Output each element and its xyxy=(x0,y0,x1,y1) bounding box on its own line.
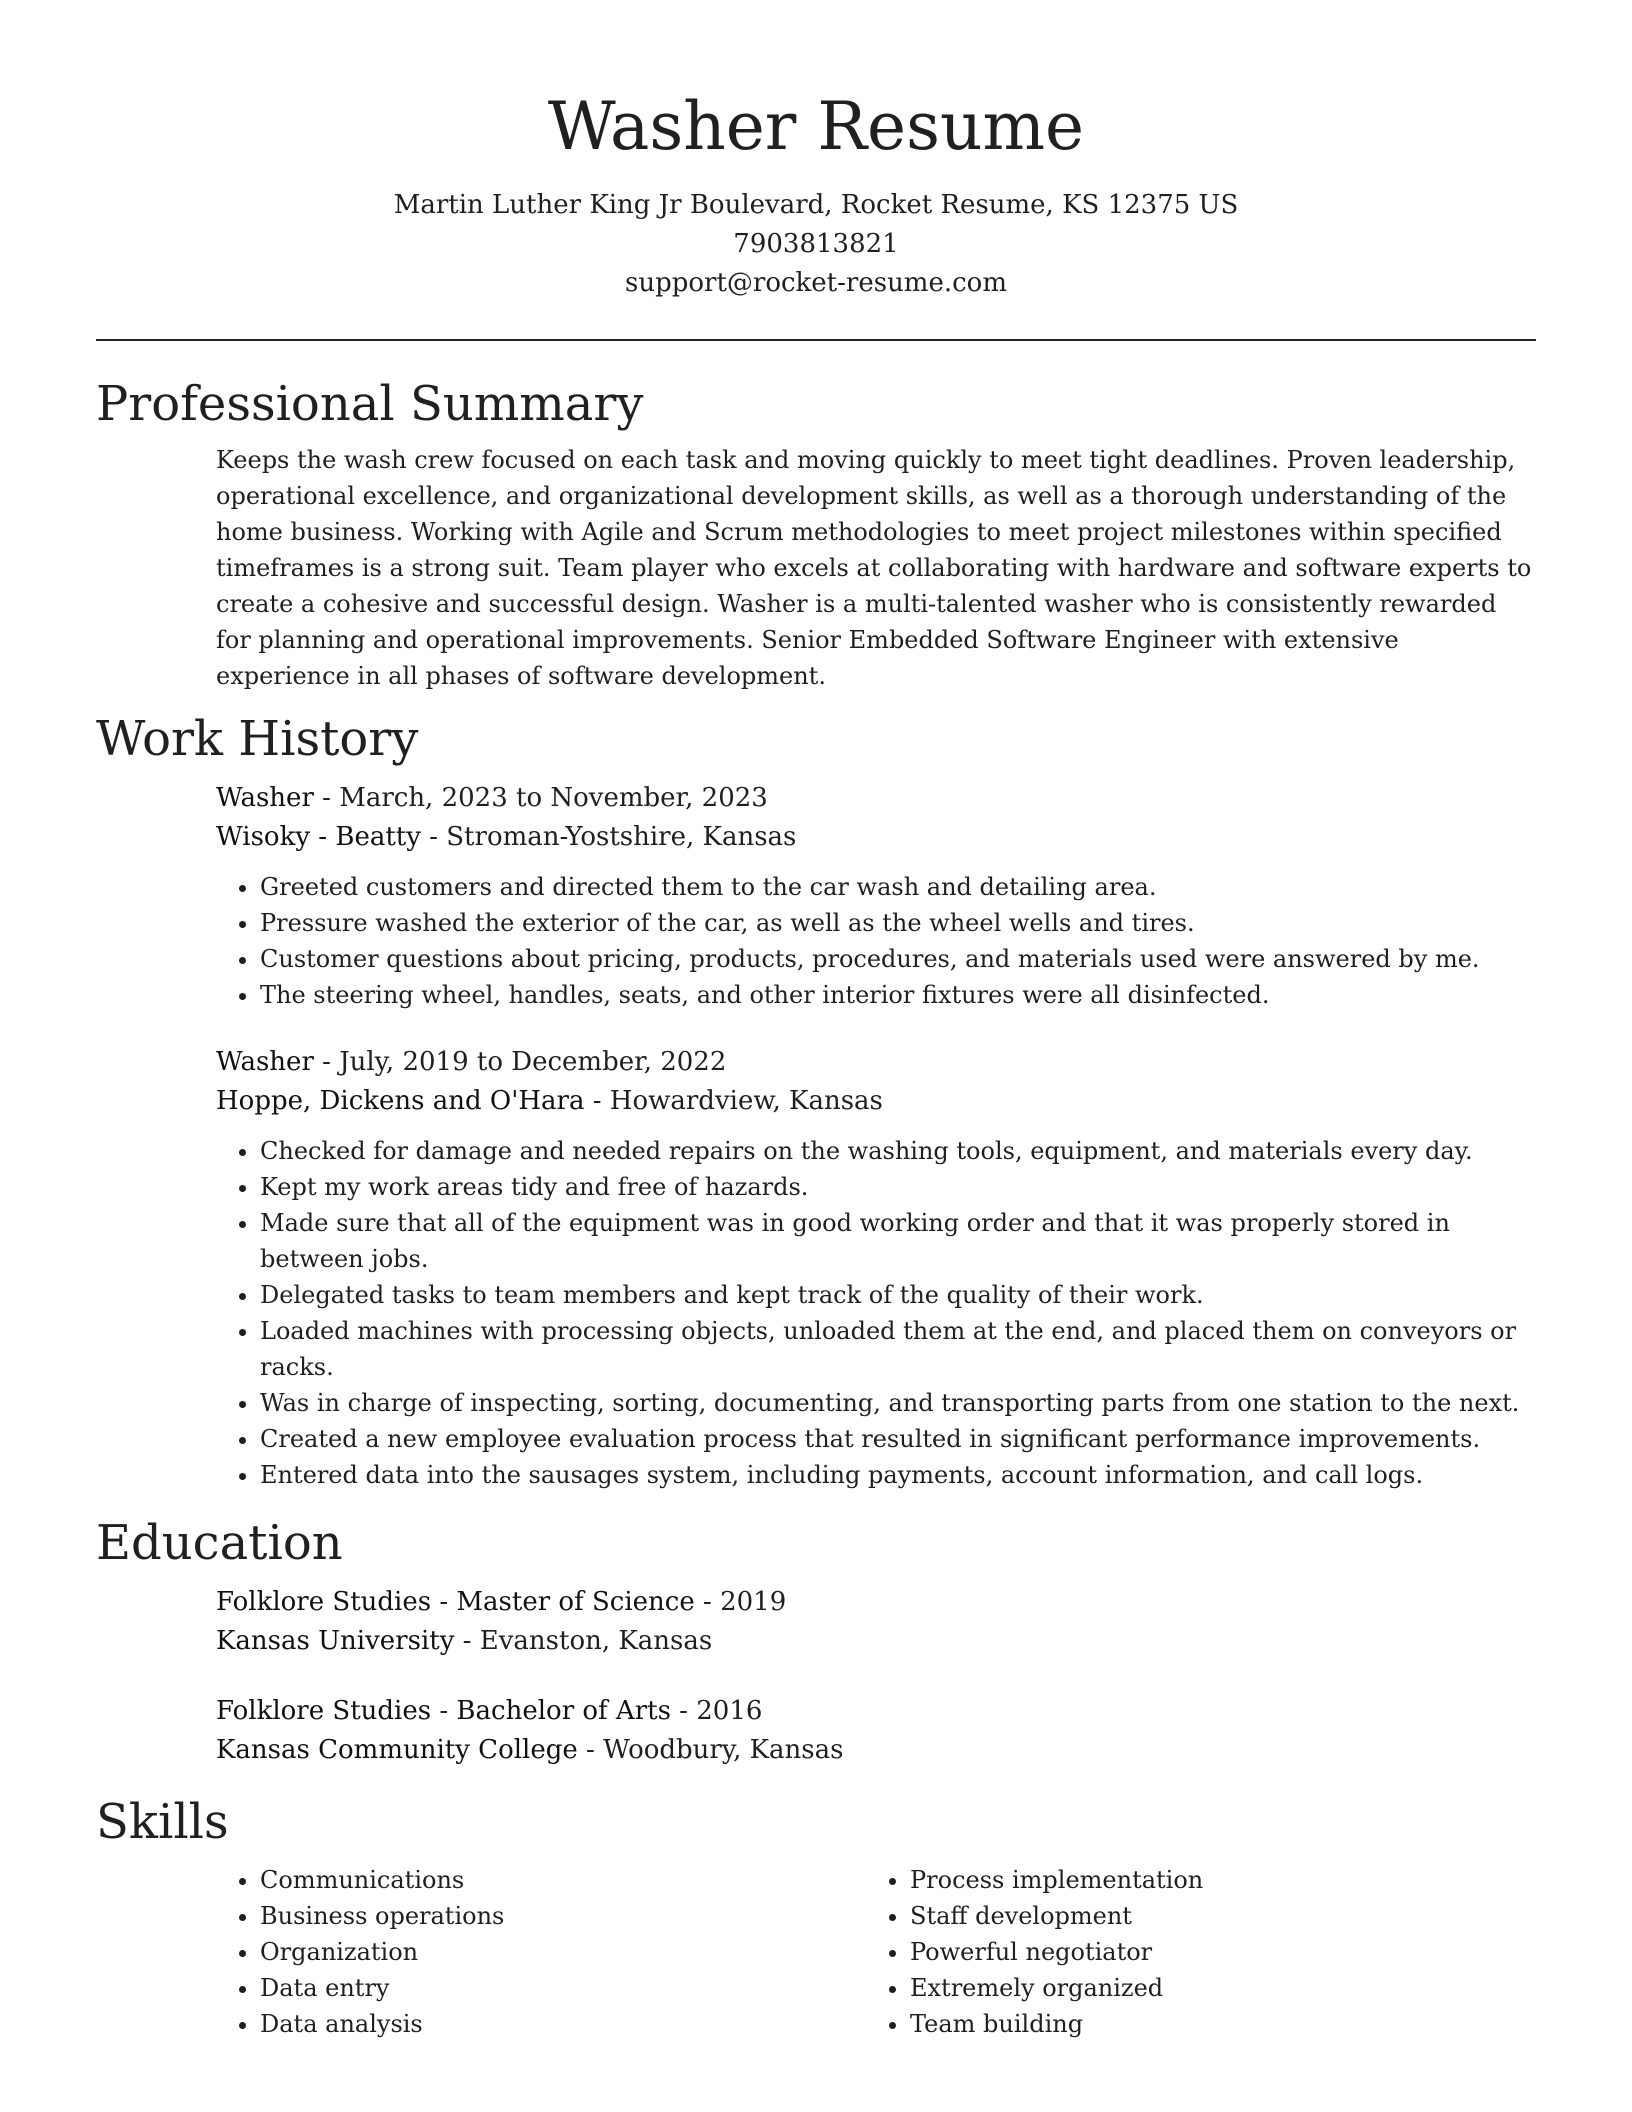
degree-line xyxy=(216,1692,1536,1731)
skills-columns xyxy=(216,1852,1536,2042)
skills-section xyxy=(96,1792,1536,2042)
job-company-line xyxy=(216,818,1536,857)
skills-heading: Skills xyxy=(96,1794,229,1850)
resume-page xyxy=(96,0,1536,2042)
resume-title: Washer Resume xyxy=(547,88,1085,165)
job-duties-list xyxy=(216,869,1536,1013)
degree-name: Master of Science xyxy=(456,1587,695,1617)
list-item: • Customer questions about pricing, products, procedures, and materials used were answered by me. xyxy=(260,941,1536,977)
job-location: Howardview, Kansas xyxy=(609,1086,883,1116)
work-history-heading: Work History xyxy=(96,711,419,767)
job-entry xyxy=(216,779,1536,1013)
list-item: • Entered data into the sausages system, including payments, account information, and call logs. xyxy=(260,1457,1536,1493)
job-title-line xyxy=(216,1043,1536,1082)
list-item: • Pressure washed the exterior of the car, as well as the wheel wells and tires. xyxy=(260,905,1536,941)
education-heading: Education xyxy=(96,1515,343,1571)
list-item: • The steering wheel, handles, seats, and other interior fixtures were all disinfected. xyxy=(260,977,1536,1013)
skill-item: • Organization xyxy=(260,1934,866,1970)
job-title-line xyxy=(216,779,1536,818)
job-duties-list xyxy=(216,1133,1536,1493)
skill-item: • Staff development xyxy=(910,1898,1516,1934)
skill-item: • Extremely organized xyxy=(910,1970,1516,2006)
list-item: • Greeted customers and directed them to the car wash and detailing area. xyxy=(260,869,1536,905)
skill-item: • Data entry xyxy=(260,1970,866,2006)
skill-item: • Data analysis xyxy=(260,2006,866,2042)
degree-line xyxy=(216,1583,1536,1622)
job-role: Washer xyxy=(216,1047,314,1077)
skill-item: • Process implementation xyxy=(910,1862,1516,1898)
contact-address: Martin Luther King Jr Boulevard, Rocket Resume, KS 12375 US xyxy=(393,190,1239,220)
list-item: • Delegated tasks to team members and kept track of the quality of their work. xyxy=(260,1277,1536,1313)
list-item: • Loaded machines with processing objects, unloaded them at the end, and placed them on conveyors or racks. xyxy=(260,1313,1536,1385)
job-dates: March, 2023 to November, 2023 xyxy=(339,783,768,813)
school-location: Woodbury, Kansas xyxy=(603,1735,844,1765)
list-item: • Checked for damage and needed repairs on the washing tools, equipment, and materials every day. xyxy=(260,1133,1536,1169)
education-entry xyxy=(216,1692,1536,1770)
separator: - xyxy=(454,1626,480,1656)
list-item: • Kept my work areas tidy and free of hazards. xyxy=(260,1169,1536,1205)
skills-list-left xyxy=(216,1862,866,2042)
skill-item: • Powerful negotiator xyxy=(910,1934,1516,1970)
job-entry xyxy=(216,1043,1536,1493)
contact-phone: 7903813821 xyxy=(733,229,899,259)
work-history-section xyxy=(96,709,1536,1493)
list-item: • Made sure that all of the equipment was in good working order and that it was properly stored in between jobs. xyxy=(260,1205,1536,1277)
job-role: Washer xyxy=(216,783,314,813)
separator: - xyxy=(313,783,340,813)
separator: - xyxy=(313,1047,340,1077)
education-section xyxy=(96,1513,1536,1770)
summary-heading: Professional Summary xyxy=(96,376,644,432)
job-company: Hoppe, Dickens and O'Hara xyxy=(216,1086,585,1116)
school-line xyxy=(216,1622,1536,1661)
degree-field: Folklore Studies xyxy=(216,1587,432,1617)
separator: - xyxy=(420,822,447,852)
separator: - xyxy=(431,1587,457,1617)
skill-item: • Team building xyxy=(910,2006,1516,2042)
separator: - xyxy=(584,1086,610,1116)
degree-year: 2019 xyxy=(720,1587,787,1617)
school-line xyxy=(216,1731,1536,1770)
school-name: Kansas Community College xyxy=(216,1735,578,1765)
degree-field: Folklore Studies xyxy=(216,1696,432,1726)
job-dates: July, 2019 to December, 2022 xyxy=(339,1047,727,1077)
separator: - xyxy=(670,1696,697,1726)
list-item: • Was in charge of inspecting, sorting, documenting, and transporting parts from one station to the next. xyxy=(260,1385,1536,1421)
degree-year: 2016 xyxy=(696,1696,763,1726)
school-location: Evanston, Kansas xyxy=(479,1626,713,1656)
contact-email: support@rocket-resume.com xyxy=(624,268,1007,298)
job-company-line xyxy=(216,1082,1536,1121)
header-divider xyxy=(96,339,1536,341)
degree-name: Bachelor of Arts xyxy=(456,1696,671,1726)
separator: - xyxy=(431,1696,457,1726)
job-location: Stroman-Yostshire, Kansas xyxy=(446,822,797,852)
job-company: Wisoky - Beatty xyxy=(216,822,421,852)
separator: - xyxy=(694,1587,721,1617)
skill-item: • Business operations xyxy=(260,1898,866,1934)
school-name: Kansas University xyxy=(216,1626,455,1656)
education-entry xyxy=(216,1583,1536,1661)
skills-list-right xyxy=(866,1862,1516,2042)
resume-header xyxy=(96,0,1536,303)
separator: - xyxy=(577,1735,604,1765)
skill-item: • Communications xyxy=(260,1862,866,1898)
summary-text: Keeps the wash crew focused on each task and moving quickly to meet tight deadlines. Proven leadership, operational excellence, and organizational development skills, as well as a thorough understanding of the home business. Working with Agile and Scrum methodologies to meet project milestones within specified timeframes is a strong suit. Team player who excels at collaborating with hardware and software experts to create a cohesive and successful design. Washer is a multi-talented washer who is consistently rewarded for planning and operational improvements. Senior Embedded Software Engineer with extensive experience in all phases of software development. xyxy=(216,446,1532,690)
summary-section xyxy=(96,374,1536,694)
list-item: • Created a new employee evaluation process that resulted in significant performance improvements. xyxy=(260,1421,1536,1457)
